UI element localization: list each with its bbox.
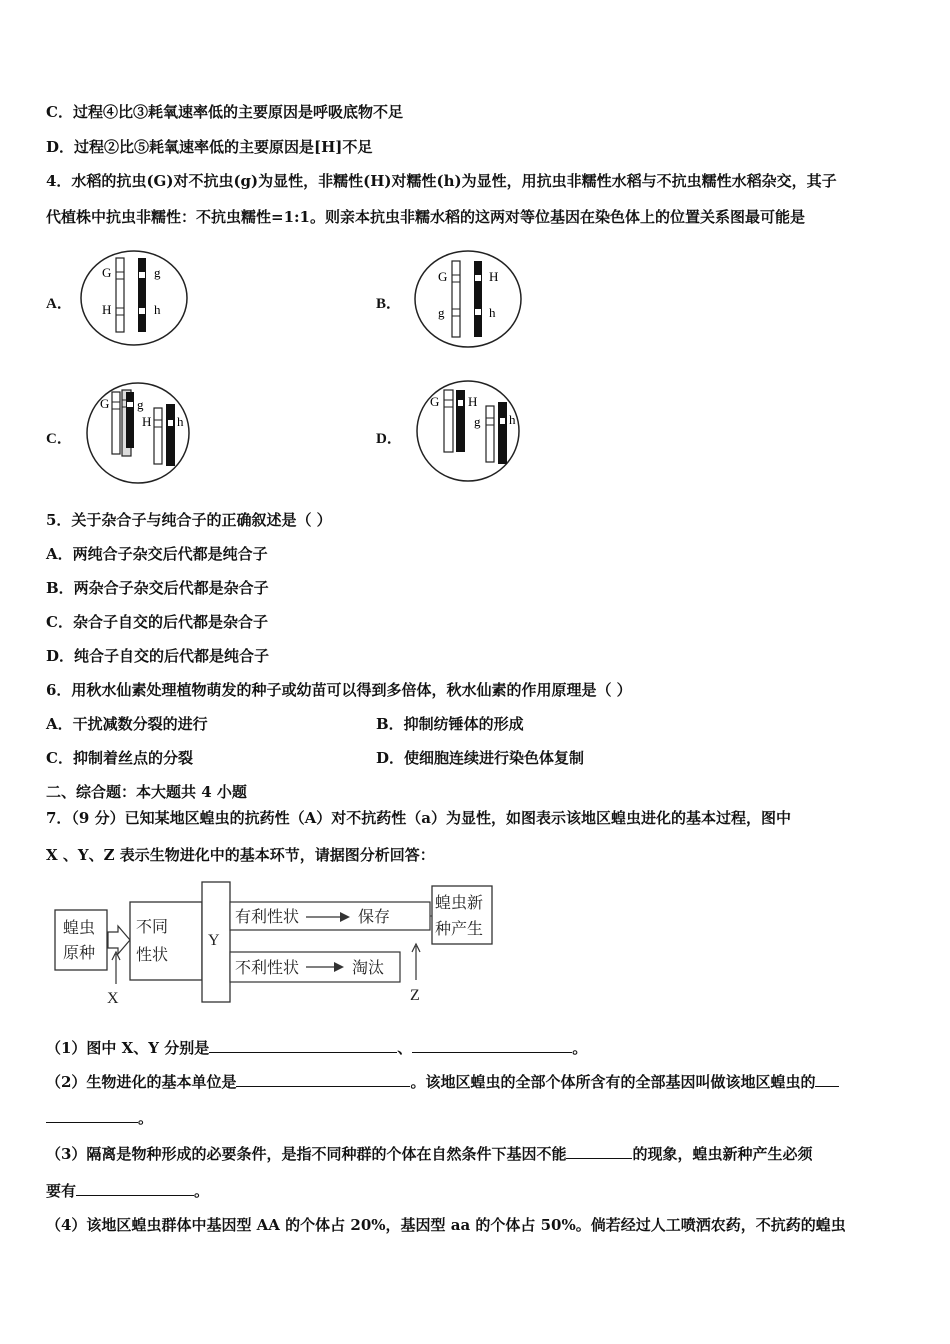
q7-sub2 [46,1072,839,1092]
gene-label: h [177,414,184,429]
gene-label: g [137,397,144,412]
q4-stem-line2: 代植株中抗虫非糯性：不抗虫糯性=1:1。则亲本抗虫非糯水稻的这两对等位基因在染色体上的位置关系图最可能是 [46,208,805,226]
gene-label: g [474,414,481,429]
q4-option-c-diagram[interactable] [84,380,194,486]
q7-sub1-text: （1）图中 X、Y 分别是 [46,1039,210,1057]
q7-sub3-end: 。 [194,1182,210,1200]
answer-blank-isolation[interactable] [76,1181,194,1196]
gene-label: H [102,302,112,317]
q5-stem: 5．关于杂合子与纯合子的正确叙述是（ ） [46,511,332,529]
gene-label: G [438,269,448,284]
label-x: X [107,990,119,1007]
q5-option-b[interactable]: B．两杂合子杂交后代都是杂合子 [46,579,269,597]
q4-option-a-label[interactable]: A． [46,296,72,312]
answer-blank-unit[interactable] [236,1072,410,1087]
q5-option-a[interactable]: A．两纯合子杂交后代都是纯合子 [46,545,268,563]
upper-result: 保存 [358,909,391,926]
q7-sub3-cont [46,1181,209,1201]
prev-option-c: C．过程④比③耗氧速率低的主要原因是呼吸底物不足 [46,103,403,121]
prev-option-d: D．过程②比⑤耗氧速率低的主要原因是[H]不足 [46,138,373,156]
box1-line2: 原种 [63,945,96,962]
q7-sub3-text-b: 的现象，蝗虫新种产生必须 [632,1145,813,1163]
gene-label: G [102,265,112,280]
q4-option-d-diagram[interactable] [414,378,524,484]
gene-label: H [489,269,499,284]
lower-trait: 不利性状 [235,960,300,977]
q7-sub4: （4）该地区蝗虫群体中基因型 AA 的个体占 20%，基因型 aa 的个体占 50%。倘若经过人工喷洒农药，不抗药的蝗虫 [46,1216,846,1234]
answer-blank-x[interactable] [209,1038,397,1053]
q7-sub2-cont [46,1108,153,1128]
section-title: 二、综合题：本大题共 4 小题 [46,783,247,801]
evolution-diagram [50,880,500,1008]
gene-label: H [468,394,478,409]
q4-option-b-diagram[interactable] [412,247,524,351]
q7-stem-line1: 7．（9 分）已知某地区蝗虫的抗药性（A）对不抗药性（a）为显性，如图表示该地区蝗虫进化的基本过程，图中 [46,809,791,827]
upper-trait: 有利性状 [235,909,300,926]
q6-option-c[interactable]: C．抑制着丝点的分裂 [46,749,193,767]
answer-blank-pool-cont[interactable] [46,1108,138,1123]
gene-label: h [154,302,161,317]
gene-label: G [430,394,440,409]
q4-option-b-label[interactable]: B． [376,296,402,312]
q6-option-b[interactable]: B．抑制纺锤体的形成 [376,715,524,733]
q4-option-c-label[interactable]: C． [46,431,72,447]
q5-option-d[interactable]: D．纯合子自交的后代都是纯合子 [46,647,270,665]
box4-line2: 种产生 [435,921,484,938]
q5-option-c[interactable]: C．杂合子自交的后代都是杂合子 [46,613,268,631]
q7-stem-line2: X 、Y、Z 表示生物进化中的基本环节，请据图分析回答： [46,846,435,864]
q7-sub3 [46,1144,812,1164]
q6-option-a[interactable]: A．干扰减数分裂的进行 [46,715,208,733]
q4-option-a-diagram[interactable] [78,248,190,348]
lower-result: 淘汰 [352,960,385,977]
gene-label: h [509,412,516,427]
q7-sub3-text: （3）隔离是物种形成的必要条件，是指不同种群的个体在自然条件下基因不能 [46,1145,567,1163]
q7-sub1-sep: 、 [397,1039,413,1057]
q4-stem-line1: 4．水稻的抗虫(G)对不抗虫(g)为显性，非糯性(H)对糯性(h)为显性，用抗虫非糯性水稻与不抗虫糯性水稻杂交，其子 [46,172,837,190]
gene-label: h [489,305,496,320]
gene-label: g [154,265,161,280]
q7-sub3-text-c: 要有 [46,1182,77,1200]
box1-line1: 蝗虫 [63,920,96,937]
label-z: Z [410,987,420,1004]
gene-label: G [100,396,110,411]
box3-label: Y [208,932,220,949]
q6-stem: 6．用秋水仙素处理植物萌发的种子或幼苗可以得到多倍体，秋水仙素的作用原理是（ ） [46,681,632,699]
box2-line1: 不同 [136,919,169,936]
q7-sub1 [46,1038,587,1058]
q6-option-d[interactable]: D．使细胞连续进行染色体复制 [376,749,585,767]
answer-blank-pool[interactable] [815,1072,839,1087]
q7-sub2-text-b: 。该地区蝗虫的全部个体所含有的全部基因叫做该地区蝗虫的 [410,1073,816,1091]
answer-blank-y[interactable] [412,1038,572,1053]
box2-line2: 性状 [136,947,169,964]
q7-sub2-text: （2）生物进化的基本单位是 [46,1073,237,1091]
gene-label: H [142,414,152,429]
gene-label: g [438,305,445,320]
q7-sub1-end: 。 [572,1039,588,1057]
answer-blank-gene-flow[interactable] [566,1144,632,1159]
q7-sub2-end: 。 [138,1109,154,1127]
box4-line1: 蝗虫新 [435,895,484,912]
q4-option-d-label[interactable]: D． [376,431,402,447]
